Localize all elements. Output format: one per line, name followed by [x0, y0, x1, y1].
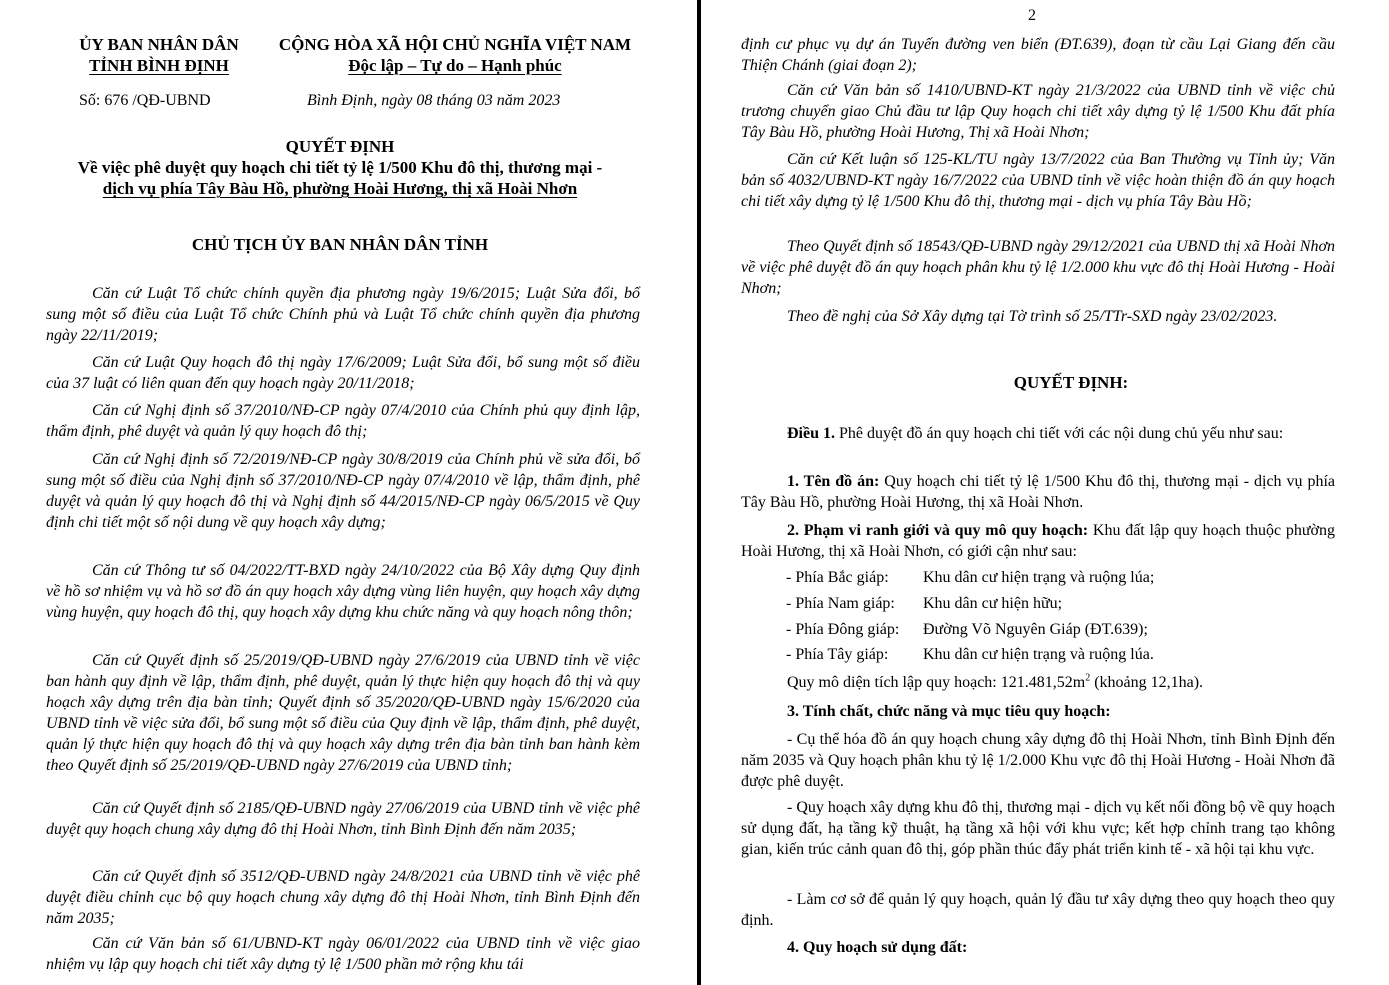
document-title — [40, 136, 640, 199]
agency-name — [64, 34, 254, 76]
objective-1: - Cụ thể hóa đồ án quy hoạch chung xây dựng đô thị Hoài Nhơn, tỉnh Bình Định đến năm 2035 và Quy hoạch phân khu tỷ lệ 1/2.000 Khu vực đô thị Hoài Hương - Hoài Nhơn đã được phê duyệt. — [741, 731, 1335, 790]
agency-line1: ỦY BAN NHÂN DÂN — [79, 35, 239, 54]
document-date: Bình Định, ngày 08 tháng 03 năm 2023 — [307, 92, 561, 109]
planning-area: Quy mô diện tích lập quy hoạch: $121.481,52m^2$ (khoảng 12,1ha). — [787, 672, 1204, 691]
article-1: Điều 1. Phê duyệt đồ án quy hoạch chi tiết với các nội dung chủ yếu như sau: — [787, 425, 1284, 442]
legal-basis-3: Căn cứ Nghị định số 37/2010/NĐ-CP ngày 07/4/2010 của Chính phủ quy định lập, thẩm định, phê duyệt và quản lý quy hoạch đô thị; — [46, 402, 640, 440]
title-subject-line2: dịch vụ phía Tây Bàu Hồ, phường Hoài Hương, thị xã Hoài Nhơn — [102, 179, 578, 198]
item-1-project-name: 1. Tên đồ án: Quy hoạch chi tiết tỷ lệ 1/500 Khu đô thị, thương mại - dịch vụ phía Tây Bàu Hồ, phường Hoài Hương, thị xã Hoài Nhơn. — [741, 473, 1335, 511]
legal-basis-10: Căn cứ Văn bản số 1410/UBND-KT ngày 21/3/2022 của UBND tỉnh về việc chủ trương chuyển giao Chủ đầu tư lập Quy hoạch chi tiết xây dựng tỷ lệ 1/500 Khu đất phía Tây Bàu Hồ, phường Hoài Hương, Thị xã Hoài Nhơn; — [741, 82, 1335, 141]
title-heading: QUYẾT ĐỊNH — [285, 137, 395, 156]
page-number: 2 — [1028, 7, 1036, 24]
legal-basis-9: Căn cứ Văn bản số 61/UBND-KT ngày 06/01/2022 của UBND tỉnh về việc giao nhiệm vụ lập quy hoạch chi tiết xây dựng tỷ lệ 1/500 phần mở rộng khu tái — [46, 935, 640, 973]
legal-basis-11: Căn cứ Kết luận số 125-KL/TU ngày 13/7/2022 của Ban Thường vụ Tỉnh ủy; Văn bản số 4032/UBND-KT ngày 16/7/2022 của UBND tỉnh về việc hoàn thiện đồ án quy hoạch chi tiết xây dựng tỷ lệ 1/500 Khu đô thị, thương mại - dịch vụ phía Tây Bàu Hồ; — [741, 151, 1335, 210]
legal-basis-7: Căn cứ Quyết định số 2185/QĐ-UBND ngày 27/06/2019 của UBND tỉnh về việc phê duyệt quy hoạch chung xây dựng đô thị Hoài Nhơn, tỉnh Bình Định đến năm 2035; — [46, 800, 640, 838]
title-subject-line1: Về việc phê duyệt quy hoạch chi tiết tỷ lệ 1/500 Khu đô thị, thương mại - — [77, 158, 603, 177]
objective-2: - Quy hoạch xây dựng khu đô thị, thương mại - dịch vụ kết nối đồng bộ về quy hoạch sử dụng đất, hạ tầng kỹ thuật, hạ tầng xã hội với khu vực; kết hợp chỉnh trang tạo không gian, kiến trúc cảnh quan đô thị, góp phần thúc đẩy phát triển kinh tế - xã hội tại khu vực. — [741, 799, 1335, 858]
legal-basis-12: Theo Quyết định số 18543/QĐ-UBND ngày 29/12/2021 của UBND thị xã Hoài Nhơn về việc phê duyệt đồ án quy hoạch phân khu tỷ lệ 1/2.000 khu vực đô thị Hoài Hương - Hoài Nhơn; — [741, 238, 1335, 297]
page-divider — [697, 0, 701, 985]
legal-basis-8: Căn cứ Quyết định số 3512/QĐ-UBND ngày 24/8/2021 của UBND tỉnh về việc phê duyệt điều chỉnh cục bộ quy hoạch chung xây dựng đô thị Hoài Nhơn, tỉnh Bình Định đến năm 2035; — [46, 868, 640, 927]
issuer: CHỦ TỊCH ỦY BAN NHÂN DÂN TỈNH — [191, 235, 489, 254]
motto: Độc lập – Tự do – Hạnh phúc — [348, 56, 562, 75]
decision-heading: QUYẾT ĐỊNH: — [1013, 373, 1129, 392]
item-4-land-use: 4. Quy hoạch sử dụng đất: — [787, 939, 968, 956]
item-2-scope: 2. Phạm vi ranh giới và quy mô quy hoạch: Khu đất lập quy hoạch thuộc phường Hoài Hương, thị xã Hoài Nhơn, có giới cận như sau: — [741, 522, 1336, 560]
legal-basis-4: Căn cứ Nghị định số 72/2019/NĐ-CP ngày 30/8/2019 của Chính phủ về sửa đổi, bổ sung một số điều của Nghị định số 37/2010/NĐ-CP ngày 07/4/2010 về lập, thẩm định, phê duyệt và quản lý quy hoạch đô thị và Nghị định số 44/2015/NĐ-CP ngày 06/5/2015 về Quy định chi tiết một số nội dung về quy hoạch xây dựng; — [46, 451, 640, 531]
legal-basis-13: Theo đề nghị của Sở Xây dựng tại Tờ trình số 25/TTr-SXD ngày 23/02/2023. — [787, 308, 1278, 325]
legal-basis-5: Căn cứ Thông tư số 04/2022/TT-BXD ngày 24/10/2022 của Bộ Xây dựng Quy định về hồ sơ nhiệm vụ và hồ sơ đồ án quy hoạch xây dựng vùng liên huyện, quy hoạch xây dựng vùng huyện, quy hoạch đô thị, quy hoạch xây dựng khu chức năng và quy hoạch nông thôn; — [46, 562, 640, 621]
legal-basis-1: Căn cứ Luật Tổ chức chính quyền địa phương ngày 19/6/2015; Luật Sửa đổi, bổ sung một số điều của Luật Tổ chức Chính phủ và Luật Tổ chức chính quyền địa phương ngày 22/11/2019; — [46, 285, 640, 344]
legal-basis-9-continued: định cư phục vụ dự án Tuyến đường ven biển (ĐT.639), đoạn từ cầu Lại Giang đến cầu Thiện Chánh (giai đoạn 2); — [741, 36, 1335, 74]
item-3-objectives: 3. Tính chất, chức năng và mục tiêu quy hoạch: — [787, 703, 1111, 720]
country-name: CỘNG HÒA XÃ HỘI CHỦ NGHĨA VIỆT NAM — [278, 35, 632, 54]
legal-basis-6: Căn cứ Quyết định số 25/2019/QĐ-UBND ngày 27/6/2019 của UBND tỉnh về việc ban hành quy định về lập, thẩm định, phê duyệt, quản lý thực hiện quy hoạch đô thị và quy hoạch xây dựng trên địa bàn tỉnh; Quyết định số 35/2020/QĐ-UBND ngày 15/6/2020 của UBND tỉnh về việc sửa đổi, bổ sung một số điều của Quy định về lập, thẩm định, phê duyệt, quản lý thực hiện quy hoạch đô thị và quy hoạch xây dựng trên địa bàn tỉnh ban hành kèm theo Quyết định số 25/2019/QĐ-UBND ngày 27/6/2019 của UBND tỉnh; — [46, 652, 640, 774]
legal-basis-2: Căn cứ Luật Quy hoạch đô thị ngày 17/6/2009; Luật Sửa đổi, bổ sung một số điều của 37 luật có liên quan đến quy hoạch ngày 20/11/2018; — [46, 354, 640, 392]
objective-3: - Làm cơ sở để quản lý quy hoạch, quản lý đầu tư xây dựng theo quy hoạch theo quy định. — [741, 891, 1335, 929]
document-number: Số: 676 /QĐ-UBND — [79, 92, 211, 109]
national-motto — [270, 34, 640, 76]
agency-line2: TỈNH BÌNH ĐỊNH — [89, 56, 229, 75]
